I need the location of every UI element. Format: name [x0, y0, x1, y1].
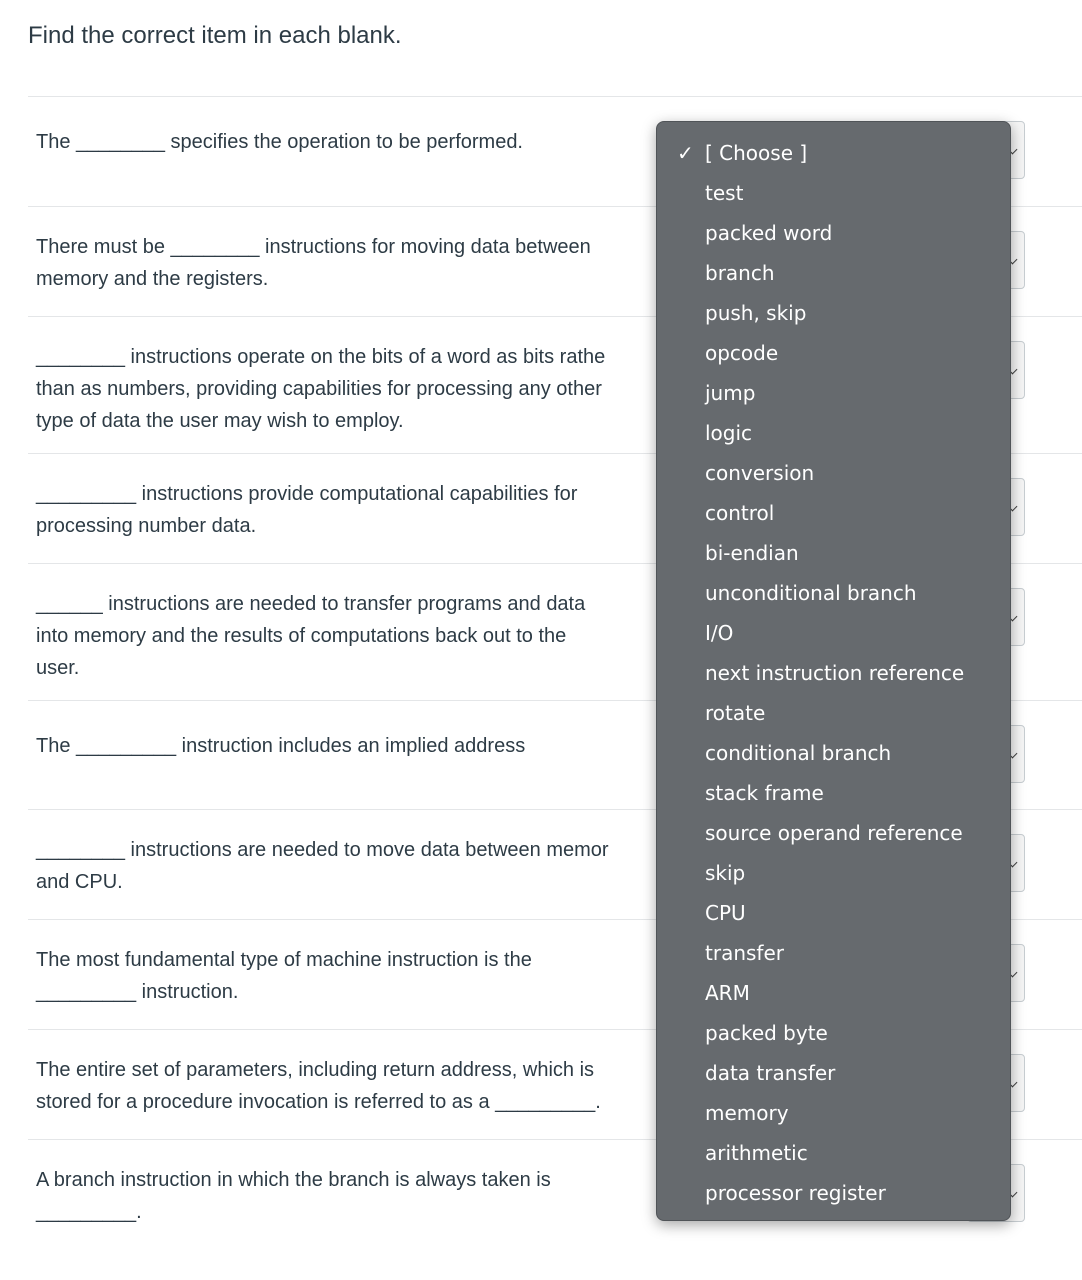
question-line: The most fundamental type of machine instruction is the	[36, 949, 532, 971]
dropdown-option-label: packed word	[705, 221, 833, 245]
question-line: The ________ specifies the operation to be performed.	[36, 131, 523, 153]
dropdown-option-label: unconditional branch	[705, 581, 917, 605]
dropdown-option[interactable]	[657, 933, 1010, 973]
dropdown-option-label: control	[705, 501, 775, 525]
dropdown-option[interactable]	[657, 453, 1010, 493]
dropdown-option-label: conversion	[705, 461, 815, 485]
dropdown-option[interactable]	[657, 533, 1010, 573]
answer-dropdown-menu[interactable]	[656, 121, 1011, 1221]
dropdown-option[interactable]	[657, 293, 1010, 333]
dropdown-option[interactable]	[657, 173, 1010, 213]
checkmark-icon: ✓	[677, 141, 694, 165]
dropdown-option-label: branch	[705, 261, 775, 285]
question-line: _________.	[36, 1201, 142, 1223]
dropdown-option-label: test	[705, 181, 744, 205]
dropdown-option-label: [ Choose ]	[705, 141, 808, 165]
dropdown-option-label: opcode	[705, 341, 779, 365]
question-text	[36, 730, 525, 762]
dropdown-option[interactable]	[657, 773, 1010, 813]
question-text	[36, 341, 605, 437]
dropdown-option[interactable]	[657, 893, 1010, 933]
dropdown-option[interactable]	[657, 813, 1010, 853]
dropdown-option-label: stack frame	[705, 781, 824, 805]
question-line: and CPU.	[36, 871, 123, 893]
question-line: into memory and the results of computations back out to the	[36, 625, 567, 647]
dropdown-option[interactable]	[657, 853, 1010, 893]
question-text	[36, 1054, 601, 1118]
question-line: stored for a procedure invocation is referred to as a _________.	[36, 1091, 601, 1113]
dropdown-option[interactable]	[657, 693, 1010, 733]
dropdown-option-label: logic	[705, 421, 753, 445]
question-text	[36, 231, 591, 295]
question-line: ________ instructions operate on the bits of a word as bits rathe	[36, 346, 606, 368]
question-line: The _________ instruction includes an implied address	[36, 735, 526, 757]
dropdown-option[interactable]	[657, 1093, 1010, 1133]
dropdown-option[interactable]	[657, 1173, 1010, 1213]
question-line: than as numbers, providing capabilities for processing any other	[36, 378, 602, 400]
question-text	[36, 834, 609, 898]
dropdown-option-label: data transfer	[705, 1061, 836, 1085]
dropdown-option[interactable]	[657, 1133, 1010, 1173]
dropdown-option-label: source operand reference	[705, 821, 963, 845]
dropdown-option-label: packed byte	[705, 1021, 828, 1045]
question-line: type of data the user may wish to employ.	[36, 410, 404, 432]
question-text	[36, 126, 523, 158]
dropdown-option[interactable]	[657, 733, 1010, 773]
dropdown-option[interactable]	[657, 653, 1010, 693]
dropdown-option-label: next instruction reference	[705, 661, 965, 685]
dropdown-option-label: memory	[705, 1101, 789, 1125]
dropdown-option[interactable]	[657, 333, 1010, 373]
dropdown-option[interactable]	[657, 373, 1010, 413]
dropdown-option[interactable]	[657, 573, 1010, 613]
dropdown-option[interactable]	[657, 133, 1010, 173]
dropdown-option[interactable]	[657, 973, 1010, 1013]
question-text	[36, 1164, 551, 1228]
dropdown-option-label: conditional branch	[705, 741, 892, 765]
question-line: _________ instruction.	[36, 981, 239, 1003]
dropdown-option[interactable]	[657, 1053, 1010, 1093]
question-line: user.	[36, 657, 80, 679]
question-line: There must be ________ instructions for moving data between	[36, 236, 591, 258]
dropdown-option-label: ARM	[705, 981, 750, 1005]
question-text	[36, 588, 585, 684]
question-line: processing number data.	[36, 515, 257, 537]
question-line: The entire set of parameters, including return address, which is	[36, 1059, 595, 1081]
dropdown-option-label: rotate	[705, 701, 766, 725]
dropdown-option-label: I/O	[705, 621, 734, 645]
question-line: ________ instructions are needed to move data between memor	[36, 839, 609, 861]
dropdown-option-label: bi-endian	[705, 541, 799, 565]
question-text	[36, 478, 577, 542]
question-text	[36, 944, 532, 1008]
dropdown-option-label: processor register	[705, 1181, 886, 1205]
dropdown-option-label: push, skip	[705, 301, 807, 325]
dropdown-option[interactable]	[657, 493, 1010, 533]
question-line: memory and the registers.	[36, 268, 269, 290]
question-line: ______ instructions are needed to transfer programs and data	[36, 593, 586, 615]
dropdown-option[interactable]	[657, 613, 1010, 653]
dropdown-option[interactable]	[657, 253, 1010, 293]
question-line: _________ instructions provide computational capabilities for	[36, 483, 578, 505]
dropdown-option-label: arithmetic	[705, 1141, 808, 1165]
dropdown-option-label: skip	[705, 861, 746, 885]
question-line: A branch instruction in which the branch is always taken is	[36, 1169, 551, 1191]
dropdown-option-label: transfer	[705, 941, 784, 965]
dropdown-option[interactable]	[657, 213, 1010, 253]
dropdown-option[interactable]	[657, 1013, 1010, 1053]
dropdown-option-label: jump	[705, 381, 756, 405]
dropdown-option-label: CPU	[705, 901, 746, 925]
dropdown-option[interactable]	[657, 413, 1010, 453]
page-title: Find the correct item in each blank.	[28, 22, 402, 49]
